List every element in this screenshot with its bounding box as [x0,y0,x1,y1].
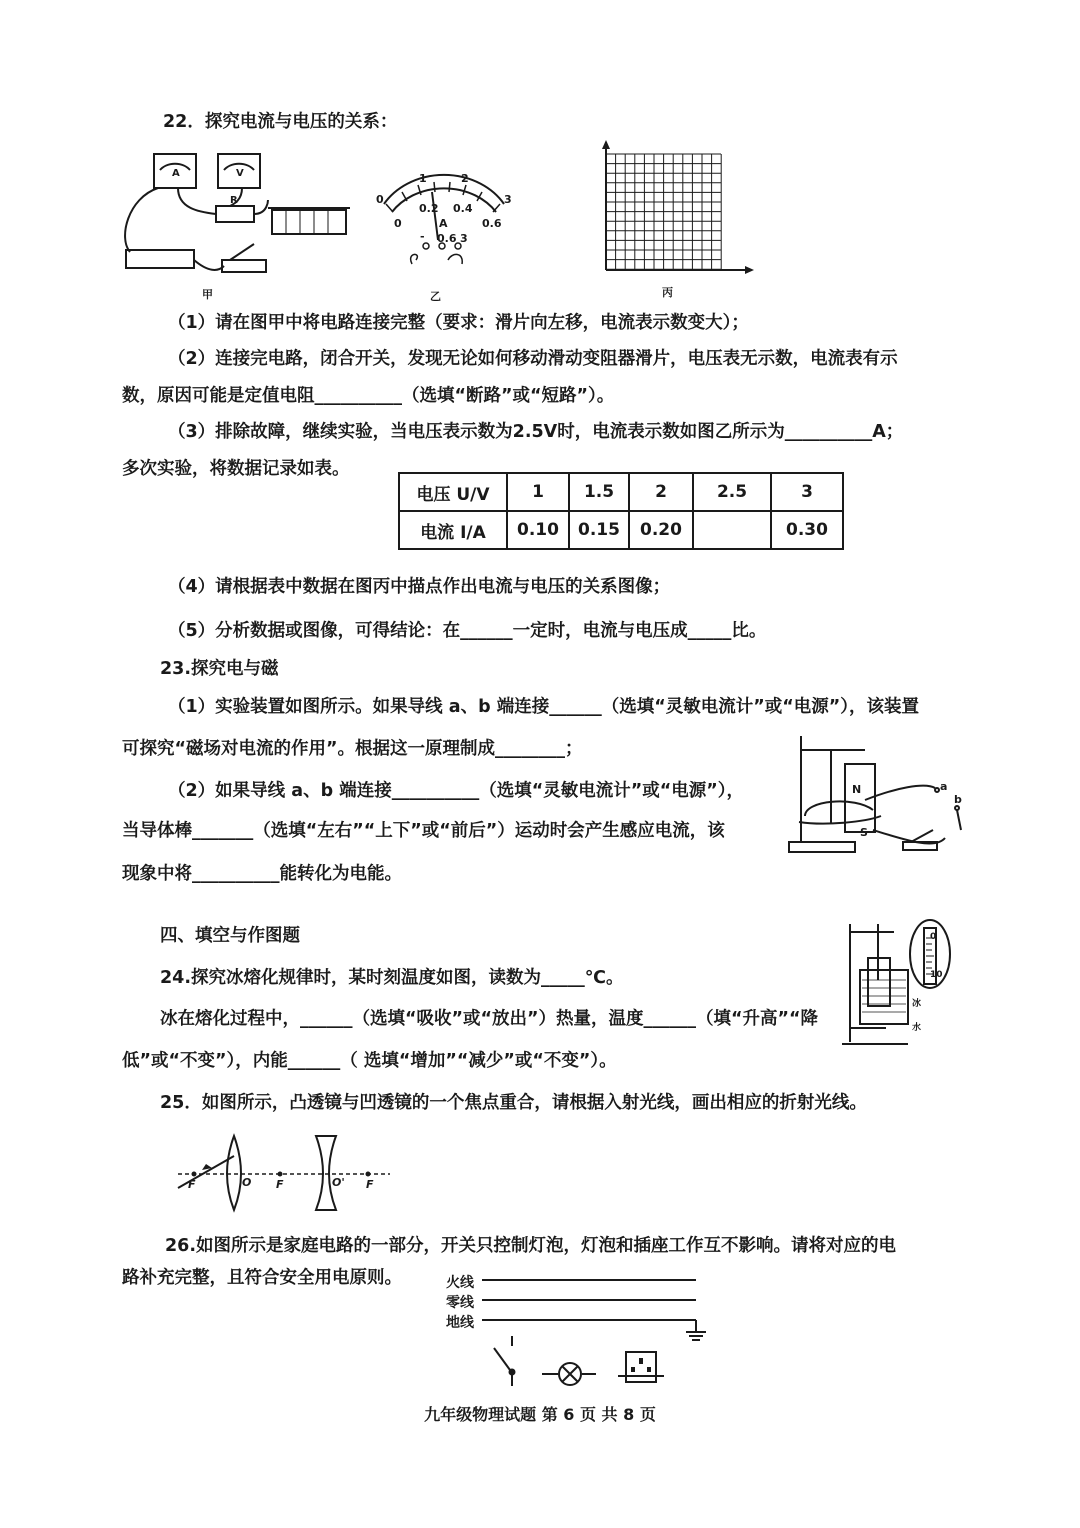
meter-top-3: 3 [504,193,512,206]
ice-label: 冰 [912,999,922,1009]
graph-grid-bing [598,140,758,272]
svg-text:V: V [236,168,244,179]
table-header-voltage: 电压 U/V [399,473,507,511]
q23-line-1: （1）实验装置如图所示。如果导线 a、b 端连接______（选填“灵敏电流计”或“电源”），该装置 [168,697,919,717]
meter-top-0: 0 [376,193,384,206]
focus-label-1: F [188,1178,196,1191]
water-label: 水 [912,1023,922,1033]
table-cell: 0.15 [569,511,629,549]
table-cell: 3 [771,473,843,511]
table-row-voltage [399,473,843,511]
q24-line-3: 低”或“不变”），内能______（ 选填“增加”“减少”或“不变”）。 [122,1051,617,1071]
electromagnet-apparatus [785,730,980,858]
table-cell: 0.20 [629,511,693,549]
thermometer-mark-0: 0 [930,932,937,942]
magnet-s-label: S [860,826,868,839]
q22-part-5: （5）分析数据或图像，可得结论：在______一定时，电流与电压成_____比。 [168,621,767,641]
q22-part-3a: （3）排除故障，继续实验，当电压表示数为2.5V时，电流表示数如图乙所示为__________A； [168,422,904,442]
meter-top-1: 1 [419,172,427,185]
ice-melting-apparatus [838,920,958,1052]
q23-line-2: 可探究“磁场对电流的作用”。根据这一原理制成________； [122,739,583,759]
meter-unit: A [439,217,448,230]
table-cell: 1 [507,473,569,511]
svg-text:A: A [172,168,180,179]
page-footer: 九年级物理试题 第 6 页 共 8 页 [424,1405,656,1424]
focus-label-2: F [276,1178,284,1191]
table-cell: 0.30 [771,511,843,549]
optical-center-o-prime: O' [332,1176,345,1189]
meter-bottom-2: 0.4 [453,202,473,215]
q22-part-3b: 多次实验，将数据记录如表。 [122,459,350,479]
table-row-current [399,511,843,549]
household-circuit [478,1270,718,1392]
fig-label-yi: 乙 [430,290,441,303]
circuit-figure-jia [118,148,358,283]
q24-line-1: 24.探究冰熔化规律时，某时刻温度如图，读数为_____℃。 [160,968,624,988]
q24-line-2: 冰在熔化过程中，______（选填“吸收”或“放出”）热量，温度______（填“升高”“降 [160,1009,819,1029]
q23-title: 23.探究电与磁 [160,659,279,679]
meter-bottom-1: 0.2 [419,202,439,215]
table-header-current: 电流 I/A [399,511,507,549]
q22-part-4: （4）请根据表中数据在图丙中描点作出电流与电压的关系图像； [168,577,671,597]
q26-line-1: 26.如图所示是家庭电路的一部分，开关只控制灯泡，灯泡和插座工作互不影响。请将对应的电 [165,1236,896,1256]
data-table [398,472,844,550]
table-cell: 2.5 [693,473,771,511]
q23-line-5: 现象中将__________能转化为电能。 [122,864,402,884]
wire-label-ground: 地线 [446,1315,474,1331]
meter-terminal-neg: - [420,230,425,243]
fig-label-bing: 丙 [662,286,673,299]
fig-label-jia: 甲 [202,288,213,301]
magnet-n-label: N [852,783,862,796]
lens-diagram [168,1132,398,1212]
q25-line: 25．如图所示，凸透镜与凹透镜的一个焦点重合，请根据入射光线，画出相应的折射光线。 [160,1093,867,1113]
wire-label-neutral: 零线 [446,1295,474,1311]
section-4-title: 四、填空与作图题 [160,926,300,946]
optical-center-o: O [242,1176,252,1189]
svg-text:R: R [230,195,238,206]
meter-terminal-3: 3 [460,232,468,245]
q22-part-1: （1）请在图甲中将电路连接完整（要求：滑片向左移，电流表示数变大）； [168,313,749,333]
table-cell [693,511,771,549]
q22-part-2a: （2）连接完电路，闭合开关，发现无论如何移动滑动变阻器滑片，电压表无示数，电流表有示 [168,349,898,369]
table-cell: 1.5 [569,473,629,511]
meter-top-2: 2 [461,172,469,185]
q23-line-4: 当导体棒_______（选填“左右”“上下”或“前后”）运动时会产生感应电流，该 [122,821,725,841]
meter-bottom-0: 0 [394,217,402,230]
wire-b-label: b [954,793,962,806]
table-cell: 0.10 [507,511,569,549]
wire-a-label: a [940,780,948,793]
q22-part-2b: 数，原因可能是定值电阻__________（选填“断路”或“短路”）。 [122,386,615,406]
meter-terminal-06: 0.6 [437,232,457,245]
thermometer-mark-10: 10 [930,970,943,980]
q23-line-3: （2）如果导线 a、b 端连接__________（选填“灵敏电流计”或“电源”）， [168,781,744,801]
table-cell: 2 [629,473,693,511]
meter-bottom-3: 0.6 [482,217,502,230]
q22-title: 22．探究电流与电压的关系： [163,112,398,132]
wire-label-live: 火线 [446,1275,474,1291]
focus-label-3: F [366,1178,374,1191]
q26-line-2: 路补充完整，且符合安全用电原则。 [122,1268,402,1288]
